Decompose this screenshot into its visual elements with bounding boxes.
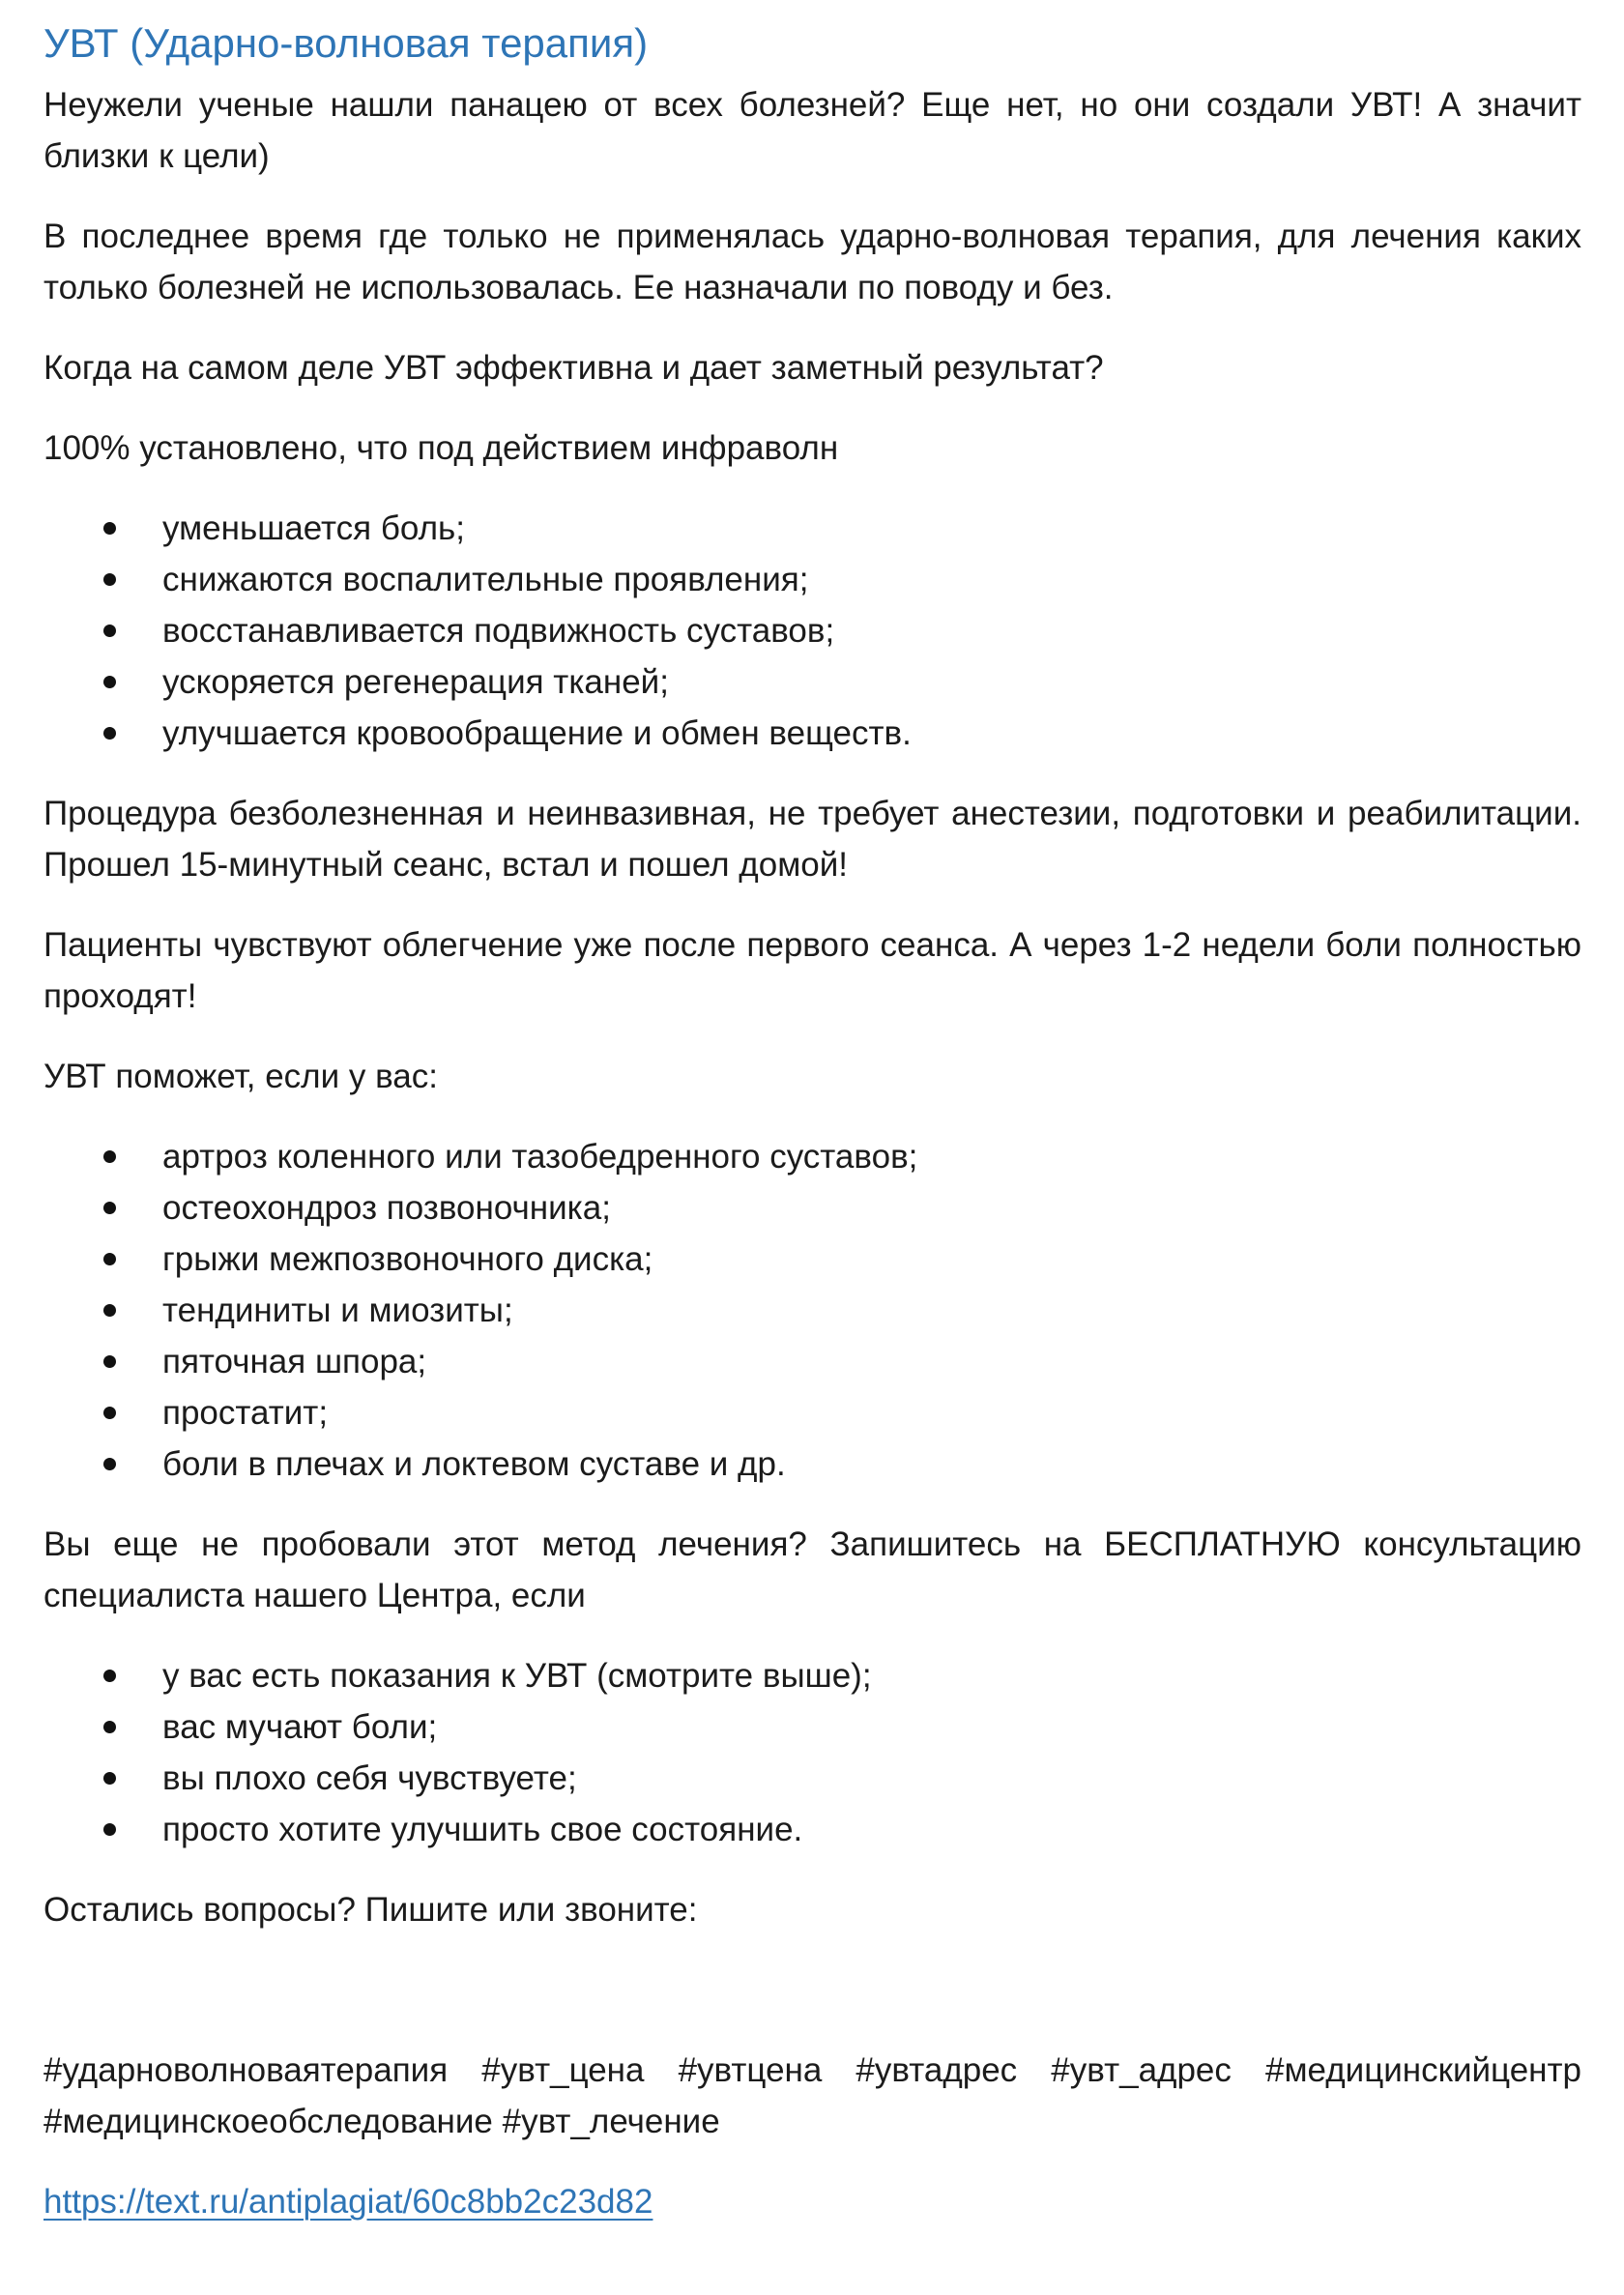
list-item: у вас есть показания к УВТ (смотрите выше);	[44, 1650, 1581, 1701]
list-item: улучшается кровообращение и обмен веществ.	[44, 708, 1581, 759]
paragraph-procedure: Процедура безболезненная и неинвазивная, не требует анестезии, подготовки и реабилитации. Прошел 15-минутный сеанс, встал и пошел домой!	[44, 795, 1581, 884]
paragraph-contact: Остались вопросы? Пишите или звоните:	[44, 1891, 698, 1929]
list-item: пяточная шпора;	[44, 1336, 1581, 1387]
list-item: артроз коленного или тазобедренного суставов;	[44, 1131, 1581, 1182]
list-item: вы плохо себя чувствуете;	[44, 1753, 1581, 1804]
list-item: уменьшается боль;	[44, 503, 1581, 554]
indications-list	[44, 1131, 1581, 1490]
paragraph-cta: Вы еще не пробовали этот метод лечения? Запишитесь на БЕСПЛАТНУЮ консультацию специалиста нашего Центра, если	[44, 1525, 1581, 1614]
list-item: снижаются воспалительные проявления;	[44, 554, 1581, 605]
list-item: простатит;	[44, 1387, 1581, 1438]
paragraph-help-intro: УВТ поможет, если у вас:	[44, 1058, 438, 1095]
list-item: ускоряется регенерация тканей;	[44, 656, 1581, 708]
list-item: остеохондроз позвоночника;	[44, 1182, 1581, 1234]
paragraph-question: Когда на самом деле УВТ эффективна и дает заметный результат?	[44, 349, 1104, 387]
paragraph-patients: Пациенты чувствуют облегчение уже после первого сеанса. А через 1-2 недели боли полностью проходят!	[44, 926, 1581, 1015]
cta-conditions-list	[44, 1650, 1581, 1855]
paragraph-history: В последнее время где только не применялась ударно-волновая терапия, для лечения каких только болезней не использовалась. Ее назначали по поводу и без.	[44, 218, 1581, 306]
list-item: боли в плечах и локтевом суставе и др.	[44, 1438, 1581, 1490]
link-paragraph	[44, 2176, 1581, 2227]
antiplagiat-link[interactable]: https://text.ru/antiplagiat/60c8bb2c23d82	[44, 2183, 653, 2221]
effects-list	[44, 503, 1581, 759]
list-item: вас мучают боли;	[44, 1701, 1581, 1753]
page-title: УВТ (Ударно-волновая терапия)	[44, 20, 649, 66]
hashtags-paragraph: #ударноволноваятерапия #увт_цена #увтцена #увтадрес #увт_адрес #медицинскийцентр #медицинскоеобследование #увт_лечение	[44, 2051, 1581, 2140]
paragraph-intro: Неужели ученые нашли панацею от всех болезней? Еще нет, но они создали УВТ! А значит близки к цели)	[44, 86, 1581, 175]
paragraph-established: 100% установлено, что под действием инфраволн	[44, 429, 839, 467]
list-item: грыжи межпозвоночного диска;	[44, 1234, 1581, 1285]
list-item: восстанавливается подвижность суставов;	[44, 605, 1581, 656]
list-item: тендиниты и миозиты;	[44, 1285, 1581, 1336]
list-item: просто хотите улучшить свое состояние.	[44, 1804, 1581, 1855]
